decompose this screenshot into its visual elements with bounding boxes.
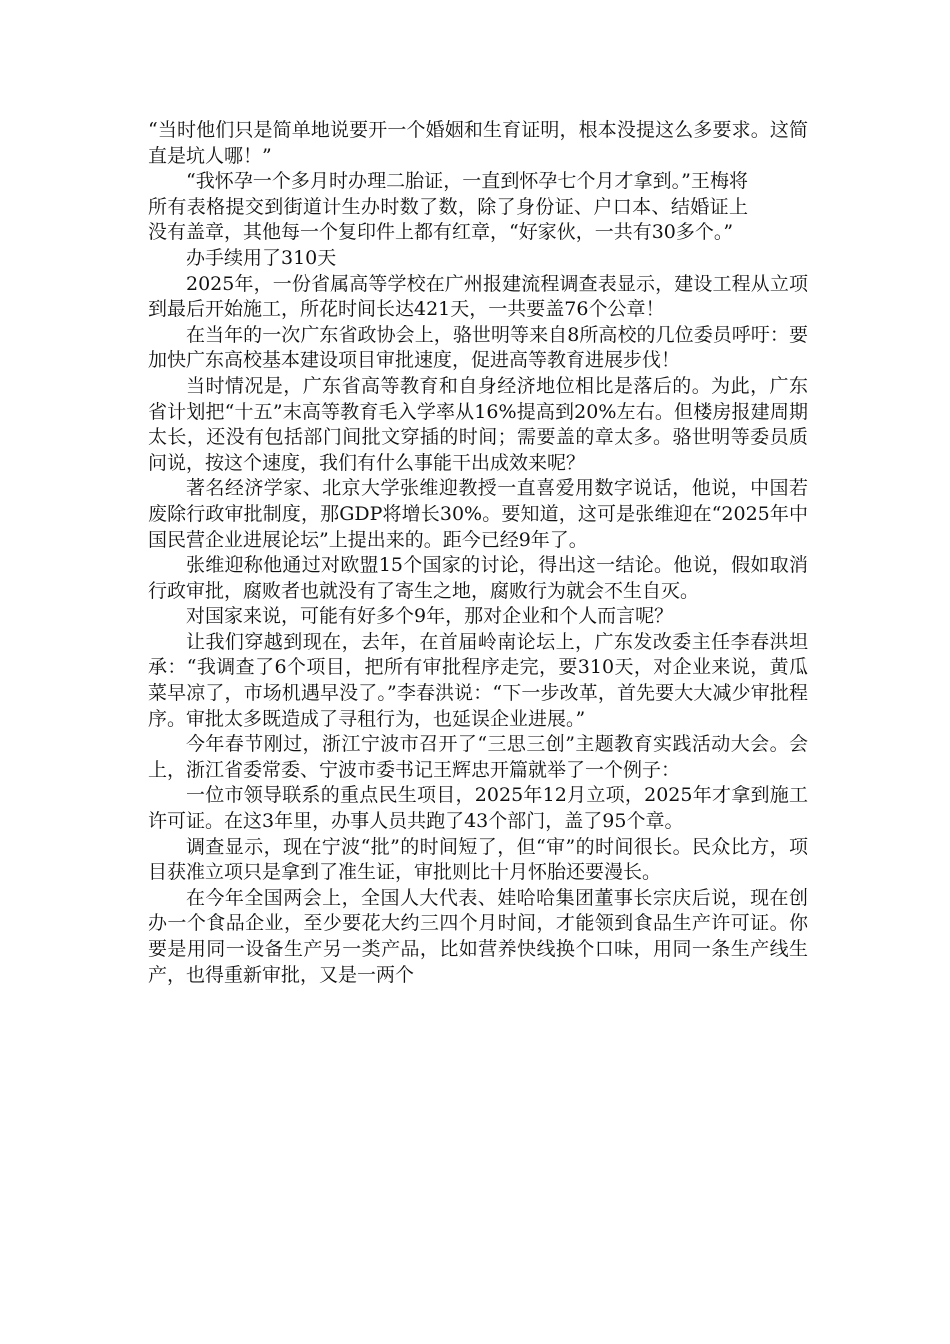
paragraph-3: 2025年，一份省属高等学校在广州报建流程调查表显示，建设工程从立项到最后开始施工，所花时间长达421天，一共要盖76个公章！ — [148, 272, 808, 321]
paragraph-13: 在今年全国两会上，全国人大代表、娃哈哈集团董事长宗庆后说，现在创办一个食品企业，至少要花大约三四个月时间，才能领到食品生产许可证。你要是用同一设备生产另一类产品，比如营养快线换个口味，用同一条生产线生产，也得重新审批，又是一两个 — [148, 886, 808, 986]
paragraph-11: 一位市领导联系的重点民生项目，2025年12月立项，2025年才拿到施工许可证。在这3年里，办事人员共跑了43个部门，盖了95个章。 — [148, 784, 808, 833]
paragraph-12: 调查显示，现在宁波“批”的时间短了，但“审”的时间很长。民众比方，项目获准立项只是拿到了准生证，审批则比十月怀胎还要漫长。 — [148, 835, 808, 884]
paragraph-5: 当时情况是，广东省高等教育和自身经济地位相比是落后的。为此，广东省计划把“十五”末高等教育毛入学率从16%提高到20%左右。但楼房报建周期太长，还没有包括部门间批文穿插的时间；需要盖的章太多。骆世明等委员质问说，按这个速度，我们有什么事能干出成效来呢？ — [148, 374, 808, 474]
paragraph-2: “我怀孕一个多月时办理二胎证，一直到怀孕七个月才拿到。”王梅将所有表格提交到街道计生办时数了数，除了身份证、户口本、结婚证上没有盖章，其他每一个复印件上都有红章，“好家伙，一共有30多个。” — [148, 170, 748, 244]
paragraph-8: 对国家来说，可能有好多个9年，那对企业和个人而言呢？ — [186, 605, 674, 628]
paragraph-6: 著名经济学家、北京大学张维迎教授一直喜爱用数字说话，他说，中国若废除行政审批制度，那GDP将增长30%。要知道，这可是张维迎在“2025年中国民营企业进展论坛”上提出来的。距今已经9年了。 — [148, 477, 808, 551]
article-body — [148, 118, 808, 988]
paragraph-7: 张维迎称他通过对欧盟15个国家的讨论，得出这一结论。他说，假如取消行政审批，腐败者也就没有了寄生之地，腐败行为就会不生自灭。 — [148, 554, 808, 602]
paragraph-4: 在当年的一次广东省政协会上，骆世明等来自8所高校的几位委员呼吁：要加快广东高校基本建设项目审批速度，促进高等教育进展步伐！ — [148, 323, 808, 372]
paragraph-9: 让我们穿越到现在，去年，在首届岭南论坛上，广东发改委主任李春洪坦承：“我调查了6个项目，把所有审批程序走完，要310天，对企业来说，黄瓜菜早凉了，市场机遇早没了。”李春洪说：“下一步改革，首先要大大减少审批程序。审批太多既造成了寻租行为，也延误企业进展。” — [148, 630, 808, 730]
paragraph-10: 今年春节刚过，浙江宁波市召开了“三思三创”主题教育实践活动大会。会上，浙江省委常委、宁波市委书记王辉忠开篇就举了一个例子： — [148, 733, 808, 781]
paragraph-1: “当时他们只是简单地说要开一个婚姻和生育证明，根本没提这么多要求。这简直是坑人哪！” — [148, 119, 808, 167]
section-heading: 办手续用了310天 — [186, 246, 337, 269]
